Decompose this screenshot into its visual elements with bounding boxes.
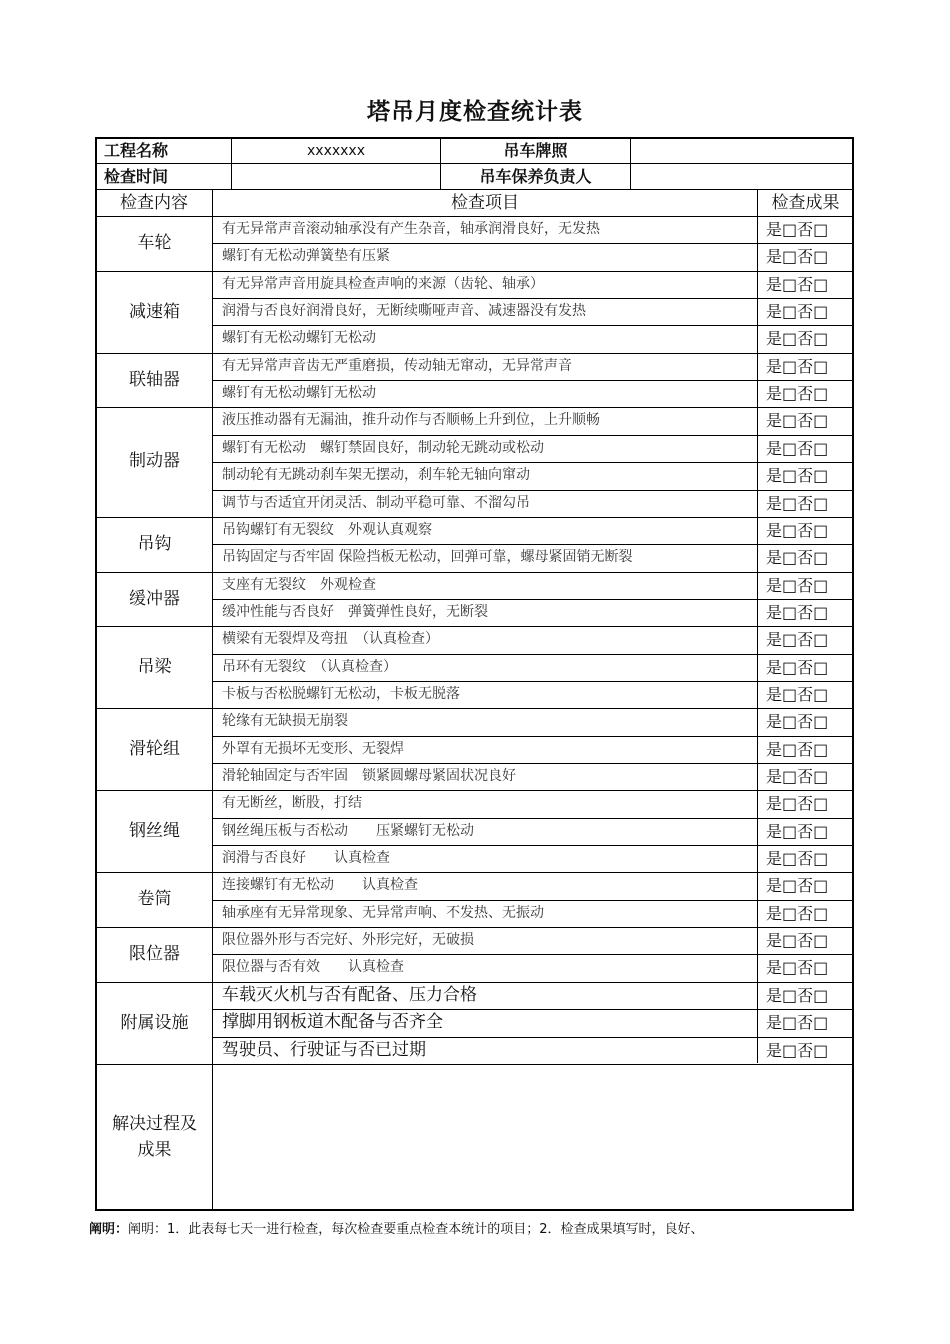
result-checkbox[interactable]: 是□否□	[766, 438, 829, 458]
result-checkbox[interactable]: 是□否□	[766, 739, 829, 759]
page-title: 塔吊月度检查统计表	[367, 99, 583, 125]
result-checkbox[interactable]: 是□否□	[766, 684, 829, 704]
result-checkbox[interactable]: 是□否□	[766, 1013, 829, 1033]
category-label: 联轴器	[129, 369, 180, 390]
result-checkbox[interactable]: 是□否□	[766, 958, 829, 978]
check-item: 螺钉有无松动螺钉无松动	[222, 385, 376, 402]
check-item: 横梁有无裂焊及弯扭 （认真检查）	[222, 631, 439, 648]
check-item: 轮缘有无缺损无崩裂	[222, 713, 348, 730]
check-item: 车载灭火机与否有配备、压力合格	[222, 984, 477, 1005]
result-checkbox[interactable]: 是□否□	[766, 821, 829, 841]
plate-value[interactable]	[631, 138, 853, 164]
result-checkbox[interactable]: 是□否□	[766, 520, 829, 540]
result-checkbox[interactable]: 是□否□	[766, 876, 829, 896]
result-checkbox[interactable]: 是□否□	[766, 274, 829, 294]
note	[89, 1218, 704, 1237]
check-item: 驾驶员、行驶证与否已过期	[222, 1039, 426, 1060]
check-time-label: 检查时间	[104, 167, 169, 186]
check-item: 有无异常声音用旋具检查声响的来源（齿轮、轴承）	[222, 275, 544, 292]
check-item: 外罩有无损坏无变形、无裂焊	[222, 740, 404, 757]
result-checkbox[interactable]: 是□否□	[766, 602, 829, 622]
category-label: 制动器	[129, 451, 180, 472]
result-checkbox[interactable]: 是□否□	[766, 903, 829, 923]
result-checkbox[interactable]: 是□否□	[766, 931, 829, 951]
result-checkbox[interactable]: 是□否□	[766, 466, 829, 486]
result-checkbox[interactable]: 是□否□	[766, 630, 829, 650]
column-header-content: 检查内容	[120, 193, 188, 213]
plate-label: 吊车牌照	[503, 141, 568, 160]
check-item: 吊环有无裂纹 （认真检查）	[222, 658, 397, 675]
result-checkbox[interactable]: 是□否□	[766, 1040, 829, 1060]
project-name-label: 工程名称	[104, 141, 169, 160]
result-checkbox[interactable]: 是□否□	[766, 794, 829, 814]
check-item: 润滑与否良好 认真检查	[222, 850, 390, 867]
check-item: 轴承座有无异常现象、无异常声响、不发热、无振动	[222, 904, 544, 921]
category-label: 吊钩	[137, 533, 172, 554]
check-item: 润滑与否良好润滑良好，无断续嘶哑声音、减速器没有发热	[222, 303, 586, 320]
result-checkbox[interactable]: 是□否□	[766, 657, 829, 677]
result-checkbox[interactable]: 是□否□	[766, 247, 829, 267]
check-item: 螺钉有无松动弹簧垫有压紧	[222, 248, 390, 265]
category-label: 附属设施	[120, 1012, 189, 1033]
check-item: 制动轮有无跳动刹车架无摆动，刹车轮无轴向窜动	[222, 467, 530, 484]
check-item: 调节与否适宜开闭灵活、制动平稳可靠、不溜勾吊	[222, 494, 530, 511]
result-checkbox[interactable]: 是□否□	[766, 329, 829, 349]
column-header-item: 检查项目	[451, 193, 519, 213]
result-checkbox[interactable]: 是□否□	[766, 356, 829, 376]
check-item: 支座有无裂纹 外观检查	[222, 576, 376, 593]
result-checkbox[interactable]: 是□否□	[766, 767, 829, 786]
column-header-result: 检查成果	[771, 193, 840, 213]
check-item: 螺钉有无松动 螺钉禁固良好，制动轮无跳动或松动	[222, 439, 544, 456]
maintainer-label: 吊车保养负责人	[479, 167, 592, 186]
check-item: 吊钩螺钉有无裂纹 外观认真观察	[222, 521, 432, 538]
category-column-divider	[212, 189, 213, 1211]
result-checkbox[interactable]: 是□否□	[766, 712, 829, 732]
check-item: 撑脚用钢板道木配备与否齐全	[222, 1012, 443, 1033]
resolution-label: 解决过程及成果	[112, 1114, 197, 1161]
category-label: 吊梁	[137, 657, 172, 678]
check-item: 有无异常声音滚动轴承没有产生杂音，轴承润滑良好，无发热	[222, 221, 600, 237]
category-label: 缓冲器	[129, 588, 180, 609]
note-label: 阐明：	[89, 1222, 129, 1237]
category-label: 车轮	[137, 233, 172, 253]
result-checkbox[interactable]: 是□否□	[766, 411, 829, 431]
check-time-value[interactable]	[232, 164, 440, 190]
category-label: 钢丝绳	[129, 821, 180, 842]
result-checkbox[interactable]: 是□否□	[766, 548, 829, 568]
check-item: 有无断丝，断股，打结	[222, 795, 362, 812]
category-label: 减速箱	[129, 301, 180, 322]
result-checkbox[interactable]: 是□否□	[766, 575, 829, 595]
check-item: 液压推动器有无漏油，推升动作与否顺畅上升到位，上升顺畅	[222, 412, 600, 429]
check-item: 螺钉有无松动螺钉无松动	[222, 330, 376, 347]
check-item: 限位器外形与否完好、外形完好，无破损	[222, 932, 474, 949]
result-checkbox[interactable]: 是□否□	[766, 985, 829, 1005]
check-item: 卡板与否松脱螺钉无松动，卡板无脱落	[222, 685, 460, 702]
check-item: 吊钩固定与否牢固 保险挡板无松动，回弹可靠，螺母紧固销无断裂	[222, 549, 633, 566]
check-item: 限位器与否有效 认真检查	[222, 959, 404, 976]
check-item: 滑轮轴固定与否牢固 锁紧圆螺母紧固状况良好	[222, 768, 516, 784]
check-item: 钢丝绳压板与否松动 压紧螺钉无松动	[222, 822, 474, 839]
result-checkbox[interactable]: 是□否□	[766, 384, 829, 404]
category-label: 滑轮组	[129, 739, 180, 760]
project-name-value[interactable]: xxxxxxx	[307, 143, 365, 159]
result-checkbox[interactable]: 是□否□	[766, 493, 829, 513]
resolution-input-area[interactable]	[213, 1065, 852, 1209]
note-text: 阐明：1．此表每七天一进行检查，每次检查要重点检查本统计的项目；2．检查成果填写时，良好、	[128, 1222, 704, 1237]
category-label: 卷筒	[137, 889, 172, 910]
maintainer-value[interactable]	[631, 164, 853, 190]
result-checkbox[interactable]: 是□否□	[766, 302, 829, 322]
result-checkbox[interactable]: 是□否□	[766, 220, 829, 239]
check-item: 有无异常声音齿无严重磨损，传动轴无窜动，无异常声音	[222, 357, 572, 374]
category-label: 限位器	[129, 944, 180, 965]
check-item: 连接螺钉有无松动 认真检查	[222, 877, 418, 894]
check-item: 缓冲性能与否良好 弹簧弹性良好，无断裂	[222, 603, 488, 620]
result-checkbox[interactable]: 是□否□	[766, 849, 829, 869]
